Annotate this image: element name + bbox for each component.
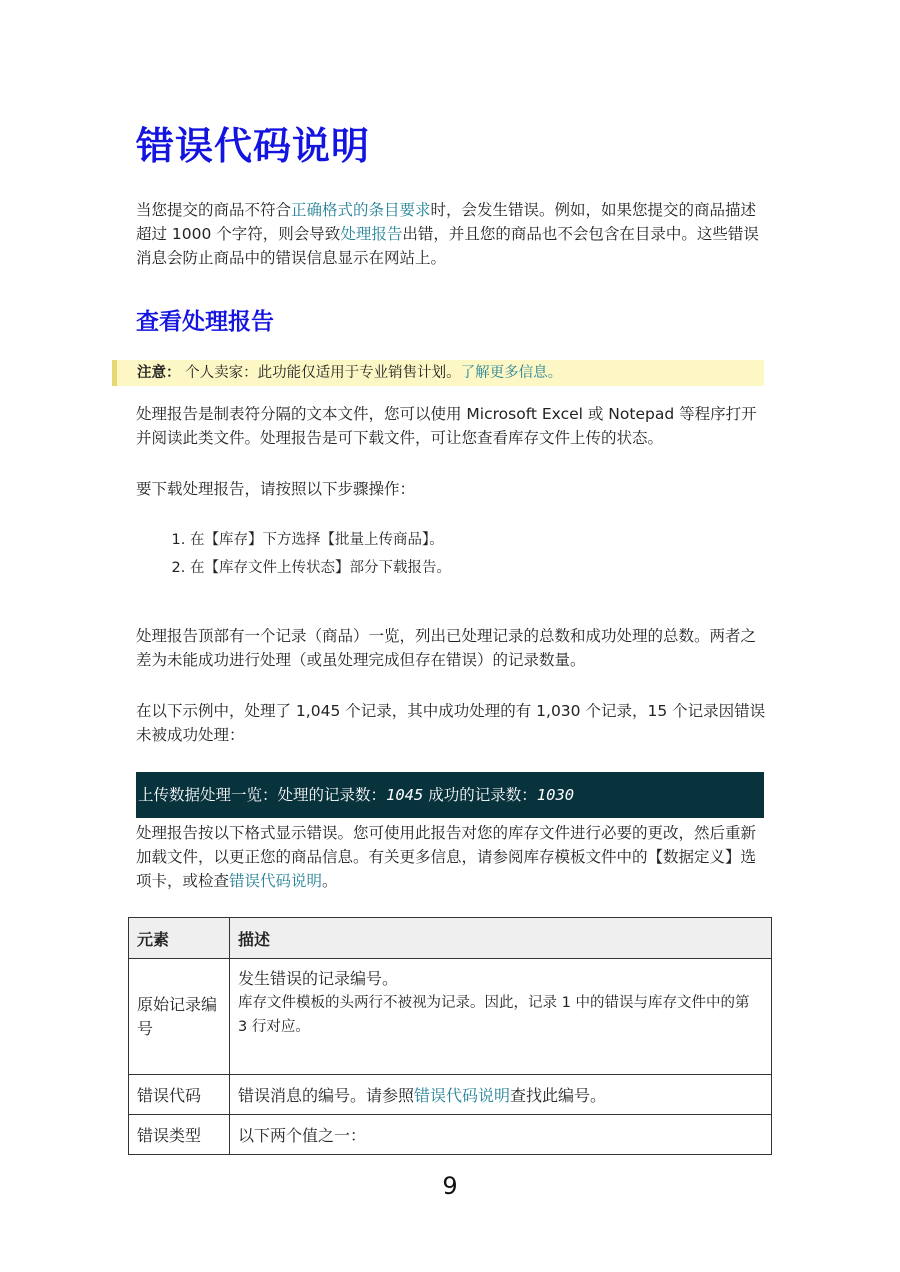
- cell-element: 错误代码: [129, 1075, 230, 1115]
- header-description: 描述: [230, 918, 772, 959]
- download-paragraph: 要下载处理报告，请按照以下步骤操作：: [136, 480, 416, 498]
- processing-summary-banner: [136, 772, 764, 818]
- summary-paragraph: 处理报告顶部有一个记录（商品）一览，列出已处理记录的总数和成功处理的总数。两者之差为未能成功进行处理（或虽处理完成但存在错误）的记录数量。: [136, 627, 757, 669]
- error-codes-link[interactable]: 错误代码说明: [229, 872, 323, 890]
- format-text: 处理报告按以下格式显示错误。您可使用此报告对您的库存文件进行必要的更改，然后重新加载文件，以更正您的商品信息。有关更多信息，请参阅库存模板文件中的【数据定义】选项卡，或检查: [136, 824, 757, 890]
- intro-paragraph: [136, 198, 766, 270]
- page-title: 错误代码说明: [136, 124, 371, 168]
- error-codes-link[interactable]: 错误代码说明: [414, 1086, 511, 1105]
- processing-report-link[interactable]: 处理报告: [340, 225, 403, 243]
- table-row: [129, 1075, 772, 1115]
- list-item: 2. 在【库存文件上传状态】部分下载报告。: [190, 554, 790, 582]
- note-callout: [112, 360, 764, 386]
- table-header-row: [129, 918, 772, 959]
- download-steps-list: [136, 526, 790, 582]
- format-text-end: 。: [322, 872, 338, 890]
- banner-value-success: 1030: [536, 786, 575, 804]
- intro-text-pre: 当您提交的商品不符合: [136, 201, 292, 219]
- desc-sub: 库存文件模板的头两行不被视为记录。因此，记录 1 中的错误与库存文件中的第 3 行对应。: [238, 995, 750, 1035]
- desc-pre: 错误消息的编号。请参照: [238, 1086, 415, 1105]
- table-row: [129, 1115, 772, 1155]
- example-paragraph: 在以下示例中，处理了 1,045 个记录，其中成功处理的有 1,030 个记录，15 个记录因错误未被成功处理：: [136, 702, 766, 744]
- table-row: [129, 959, 772, 1075]
- header-element: 元素: [129, 918, 230, 959]
- list-item: 1. 在【库存】下方选择【批量上传商品】。: [190, 526, 790, 554]
- cell-description: [230, 1075, 772, 1115]
- intro-text-post: 出错，并且您的商品也不会包含在目录中。这些错误消息会防止商品中的错误信息显示在网站上。: [136, 225, 759, 267]
- elements-table: [128, 917, 772, 1155]
- report-paragraph: 处理报告是制表符分隔的文本文件，您可以使用 Microsoft Excel 或 Notepad 等程序打开并阅读此类文件。处理报告是可下载文件，可让您查看库存文件上传的状态。: [136, 405, 757, 447]
- format-paragraph: [136, 821, 766, 893]
- banner-value-processed: 1045: [386, 786, 424, 804]
- desc-main: 发生错误的记录编号。: [238, 969, 399, 988]
- note-text: 个人卖家：此功能仅适用于专业销售计划。: [180, 365, 461, 381]
- note-label: 注意：: [137, 365, 181, 381]
- cell-description: 以下两个值之一：: [230, 1115, 772, 1155]
- learn-more-link[interactable]: 了解更多信息。: [460, 365, 563, 381]
- desc-post: 查找此编号。: [510, 1086, 607, 1105]
- cell-description: [230, 959, 772, 1075]
- cell-element: 原始记录编号: [129, 959, 230, 1075]
- banner-label-processed: 上传数据处理一览：处理的记录数：: [138, 786, 387, 804]
- banner-label-success: 成功的记录数：: [423, 786, 537, 804]
- format-requirements-link[interactable]: 正确格式的条目要求: [291, 201, 431, 219]
- page-number: 9: [442, 1172, 458, 1200]
- cell-element: 错误类型: [129, 1115, 230, 1155]
- section-heading-view-report: 查看处理报告: [136, 309, 274, 335]
- intro-text-mid: 时，会发生错误。例如，如果您提交的商品描述超过 1000 个字符，则会导致: [136, 201, 757, 243]
